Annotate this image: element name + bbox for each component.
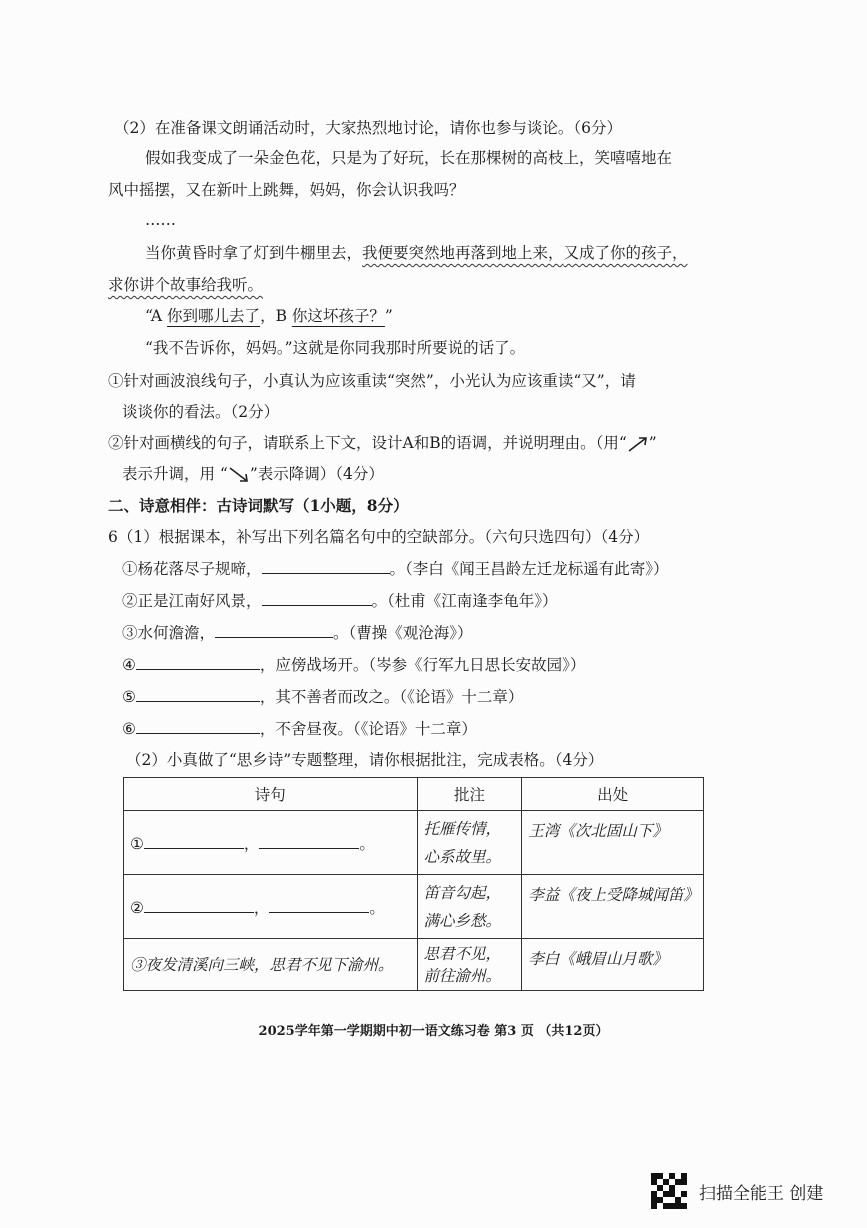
annotation-line-2: 心系故里。 <box>423 847 502 866</box>
fill-item-prefix: ④ <box>122 656 136 674</box>
answer-blank[interactable] <box>136 687 260 702</box>
fill-item-prefix: ⑥ <box>122 720 136 738</box>
fill-item-suffix: 。（曹操《观沧海》） <box>333 624 473 642</box>
sub-q2-text-end: ” <box>648 434 657 452</box>
poem-cell <box>124 875 418 939</box>
fill-item-prefix: ⑤ <box>122 688 136 706</box>
poem-cell <box>124 811 418 875</box>
answer-blank[interactable] <box>136 655 260 670</box>
fill-item-suffix: ，其不善者而改之。（《论语》十二章） <box>259 688 524 706</box>
passage-line-4 <box>108 274 263 296</box>
fill-item-prefix: ③水何澹澹， <box>122 624 216 642</box>
annotation-line-2: 满心乡愁。 <box>423 911 502 930</box>
page-footer: 2025学年第一学期期中初一语文练习卷 第3 页 （共12页） <box>258 1024 609 1039</box>
sub-q2-text-3: ”表示降调）（4分） <box>249 465 384 483</box>
header-source: 出处 <box>522 778 704 811</box>
comma: ， <box>243 834 260 853</box>
annotation-cell <box>417 875 522 939</box>
answer-blank[interactable] <box>269 898 369 913</box>
passage-line-1: 假如我变成了一朵金色花，只是为了好玩，长在那棵树的高枝上，笑嘻嘻地在 <box>145 149 673 167</box>
fill-item-6 <box>122 718 477 740</box>
question-6-intro: 6（1）根据课本，补写出下列名篇名句中的空缺部分。（六句只选四句）（4分） <box>108 528 650 546</box>
table-row <box>124 939 704 991</box>
quote-mid: ，B <box>260 307 292 325</box>
fill-item-suffix: 。（杜甫《江南逢李龟年》） <box>371 592 558 610</box>
rising-arrow-icon <box>627 435 649 453</box>
quote-open: “A <box>145 307 168 325</box>
annotation-line-2: 前往渝州。 <box>423 966 502 985</box>
sub-q2-text-2: 表示升调，用 “ <box>122 465 228 483</box>
source-cell: 李益《夜上受降城闻笛》 <box>522 875 704 939</box>
underlined-sentence-b: 你这坏孩子？ <box>291 307 385 325</box>
passage-line-3 <box>145 242 688 264</box>
question-2-intro: （2）在准备课文朗诵活动时，大家热烈地讨论，请你也参与谈论。（6分） <box>114 119 622 137</box>
period: 。 <box>369 898 385 917</box>
answer-blank[interactable] <box>262 559 390 574</box>
passage-line-2: 风中摇摆，又在新叶上跳舞，妈妈，你会认识我吗？ <box>108 181 465 199</box>
sub-question-1-line-2: 谈谈你的看法。（2分） <box>122 403 280 421</box>
question-6-2-intro: （2）小真做了“思乡诗”专题整理，请你根据批注，完成表格。（4分） <box>126 751 604 769</box>
section-2-title: 二、诗意相伴：古诗词默写（1小题，8分） <box>108 496 409 515</box>
answer-blank[interactable] <box>144 898 254 913</box>
fill-item-prefix: ①杨花落尽子规啼， <box>122 560 262 578</box>
fill-item-3 <box>122 622 473 644</box>
annotation-line-1: 思君不见， <box>423 944 502 963</box>
wavy-underlined-sentence-2: 又成了你的孩子， <box>563 244 688 262</box>
annotation-cell <box>417 939 522 991</box>
passage-plain: 当你黄昏时拿了灯到牛棚里去， <box>145 244 363 262</box>
wavy-underlined-sentence: 我便要突然地再落到地上来， <box>362 244 564 262</box>
answer-blank[interactable] <box>259 834 359 849</box>
sub-q2-text: ②针对画横线的句子，请联系上下文，设计A和B的语调，并说明理由。（用“ <box>108 434 627 452</box>
fill-item-prefix: ②正是江南好风景， <box>122 592 262 610</box>
passage-line-5 <box>145 305 393 327</box>
fill-item-suffix: 。（李白《闻王昌龄左迁龙标遥有此寄》） <box>389 560 669 578</box>
scanner-watermark <box>651 1173 823 1209</box>
falling-arrow-icon <box>228 466 250 484</box>
watermark-text: 扫描全能王 创建 <box>699 1183 824 1204</box>
sub-question-2-line-1 <box>108 432 657 454</box>
header-poem-line: 诗句 <box>124 778 418 811</box>
fill-item-suffix: ，应傍战场开。（岑参《行军九日思长安故园》） <box>259 656 586 674</box>
answer-blank[interactable] <box>136 719 260 734</box>
wavy-underlined-sentence-3: 求你讲个故事给我听。 <box>108 276 264 294</box>
qr-code-icon <box>651 1173 687 1209</box>
source-cell: 王湾《次北固山下》 <box>522 811 704 875</box>
answer-blank[interactable] <box>144 834 244 849</box>
period: 。 <box>359 834 375 853</box>
quote-close: ” <box>384 307 393 325</box>
row-number: ② <box>130 898 144 917</box>
underlined-sentence-a: 你到哪儿去了 <box>167 307 261 325</box>
row-number: ① <box>130 834 144 853</box>
answer-blank[interactable] <box>262 591 372 606</box>
homesick-poem-table <box>123 777 704 991</box>
table-header-row <box>124 778 704 811</box>
passage-ellipsis: …… <box>145 211 176 229</box>
annotation-line-1: 笛音勾起， <box>423 883 502 902</box>
annotation-line-1: 托雁传情， <box>423 819 502 838</box>
answer-blank[interactable] <box>215 623 333 638</box>
fill-item-1 <box>122 558 669 580</box>
fill-item-5 <box>122 686 523 708</box>
annotation-cell <box>417 811 522 875</box>
comma: ， <box>253 898 270 917</box>
poem-cell: ③夜发清溪向三峡，思君不见下渝州。 <box>124 939 418 991</box>
passage-line-6: “我不告诉你，妈妈。”这就是你同我那时所要说的话了。 <box>145 339 526 357</box>
sub-question-1-line-1: ①针对画波浪线句子，小真认为应该重读“突然”，小光认为应该重读“又”，请 <box>108 372 636 390</box>
sub-question-2-line-2 <box>122 463 384 485</box>
table-row <box>124 811 704 875</box>
source-cell: 李白《峨眉山月歌》 <box>522 939 704 991</box>
table-row <box>124 875 704 939</box>
fill-item-4 <box>122 654 585 676</box>
fill-item-2 <box>122 590 558 612</box>
fill-item-suffix: ，不舍昼夜。（《论语》十二章） <box>259 720 477 738</box>
header-annotation: 批注 <box>417 778 522 811</box>
